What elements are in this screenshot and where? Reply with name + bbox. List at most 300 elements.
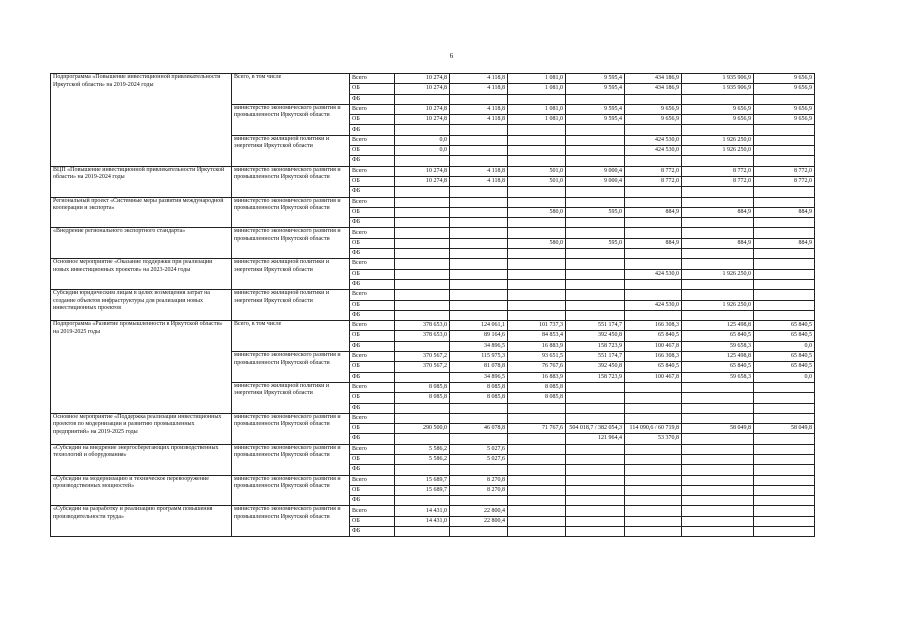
value-cell: 1 081,0 [508, 74, 566, 84]
value-cell: 34 896,5 [450, 341, 508, 351]
value-cell [682, 187, 754, 197]
value-cell: 8 085,8 [508, 393, 566, 403]
value-cell [754, 310, 815, 320]
value-cell [754, 496, 815, 506]
funding-source-cell: Всего [350, 197, 395, 207]
value-cell: 58 049,8 [754, 424, 815, 434]
funding-source-cell: ФБ [350, 94, 395, 104]
value-cell [682, 454, 754, 464]
value-cell [395, 197, 450, 207]
value-cell: 5 586,2 [395, 444, 450, 454]
value-cell: 158 723,9 [566, 372, 625, 382]
value-cell [682, 290, 754, 300]
value-cell [450, 403, 508, 413]
value-cell: 115 975,3 [450, 352, 508, 362]
value-cell: 370 567,2 [395, 352, 450, 362]
value-cell: 121 964,4 [566, 434, 625, 444]
value-cell [754, 187, 815, 197]
value-cell: 10 274,8 [395, 104, 450, 114]
value-cell [682, 382, 754, 392]
value-cell [754, 527, 815, 537]
value-cell [682, 249, 754, 259]
value-cell [508, 444, 566, 454]
value-cell: 4 118,8 [450, 84, 508, 94]
value-cell [682, 218, 754, 228]
executor-cell: Всего, в том числе [232, 74, 350, 105]
value-cell: 290 500,0 [395, 424, 450, 434]
value-cell [682, 465, 754, 475]
value-cell: 65 840,5 [625, 362, 682, 372]
value-cell [682, 94, 754, 104]
value-cell [682, 310, 754, 320]
funding-source-cell: ОБ [350, 146, 395, 156]
funding-source-cell: ОБ [350, 269, 395, 279]
table-row [51, 444, 815, 454]
value-cell: 71 767,6 [508, 424, 566, 434]
value-cell [395, 94, 450, 104]
value-cell: 100 467,8 [625, 341, 682, 351]
value-cell: 378 653,0 [395, 321, 450, 331]
value-cell [754, 465, 815, 475]
value-cell [566, 187, 625, 197]
value-cell [450, 125, 508, 135]
executor-cell: министерство жилищной политики и энергетики Иркутской области [232, 382, 350, 413]
value-cell: 16 883,9 [508, 372, 566, 382]
program-name-cell: «Субсидии на разработку и реализацию программ повышения производительности труда» [51, 506, 232, 537]
program-name-cell: Подпрограмма «Развитие промышленности в Иркутской области» на 2019-2025 годы [51, 321, 232, 414]
value-cell [450, 228, 508, 238]
value-cell [508, 249, 566, 259]
value-cell [395, 496, 450, 506]
value-cell [625, 125, 682, 135]
value-cell: 392 450,8 [566, 362, 625, 372]
value-cell: 5 027,6 [450, 454, 508, 464]
value-cell: 1 935 906,9 [682, 84, 754, 94]
value-cell: 501,0 [508, 176, 566, 186]
value-cell [395, 207, 450, 217]
funding-source-cell: ОБ [350, 424, 395, 434]
value-cell [682, 496, 754, 506]
executor-cell: министерство экономического развития и промышленности Иркутской области [232, 413, 350, 444]
value-cell [508, 228, 566, 238]
value-cell [754, 156, 815, 166]
executor-cell: Всего, в том числе [232, 321, 350, 352]
value-cell [754, 279, 815, 289]
value-cell [682, 279, 754, 289]
value-cell: 0,0 [754, 372, 815, 382]
value-cell [625, 516, 682, 526]
value-cell: 1 081,0 [508, 115, 566, 125]
executor-cell: министерство экономического развития и промышленности Иркутской области [232, 444, 350, 475]
funding-source-cell: ОБ [350, 516, 395, 526]
funding-source-cell: ФБ [350, 187, 395, 197]
executor-cell: министерство экономического развития и промышленности Иркутской области [232, 166, 350, 197]
funding-source-cell: ОБ [350, 300, 395, 310]
value-cell [566, 454, 625, 464]
value-cell [450, 187, 508, 197]
funding-source-cell: ФБ [350, 434, 395, 444]
value-cell: 0,0 [754, 341, 815, 351]
value-cell [508, 290, 566, 300]
value-cell [508, 310, 566, 320]
value-cell [450, 413, 508, 423]
value-cell [450, 300, 508, 310]
value-cell: 76 767,6 [508, 362, 566, 372]
value-cell [754, 259, 815, 269]
value-cell [682, 516, 754, 526]
value-cell: 125 498,8 [682, 352, 754, 362]
value-cell [508, 403, 566, 413]
value-cell: 9 656,9 [754, 84, 815, 94]
value-cell [395, 310, 450, 320]
value-cell [508, 527, 566, 537]
value-cell [625, 94, 682, 104]
value-cell [566, 228, 625, 238]
value-cell [754, 506, 815, 516]
value-cell: 9 656,9 [682, 104, 754, 114]
executor-cell: министерство экономического развития и промышленности Иркутской области [232, 506, 350, 537]
value-cell [566, 496, 625, 506]
value-cell [450, 310, 508, 320]
value-cell [395, 249, 450, 259]
value-cell [450, 269, 508, 279]
value-cell: 65 840,5 [682, 362, 754, 372]
value-cell [508, 218, 566, 228]
value-cell: 14 431,0 [395, 516, 450, 526]
value-cell: 8 085,8 [450, 393, 508, 403]
value-cell: 8 270,8 [450, 475, 508, 485]
value-cell: 884,9 [625, 207, 682, 217]
value-cell: 158 723,9 [566, 341, 625, 351]
value-cell [395, 279, 450, 289]
value-cell: 59 658,3 [682, 341, 754, 351]
value-cell: 392 450,8 [566, 331, 625, 341]
value-cell: 124 061,1 [450, 321, 508, 331]
funding-source-cell: ФБ [350, 279, 395, 289]
funding-source-cell: Всего [350, 321, 395, 331]
value-cell: 580,0 [508, 238, 566, 248]
value-cell [395, 259, 450, 269]
value-cell [625, 249, 682, 259]
value-cell: 10 274,8 [395, 74, 450, 84]
value-cell [508, 197, 566, 207]
funding-source-cell: ФБ [350, 156, 395, 166]
funding-source-cell: ФБ [350, 310, 395, 320]
value-cell [754, 228, 815, 238]
value-cell: 166 308,3 [625, 352, 682, 362]
funding-source-cell: Всего [350, 228, 395, 238]
value-cell: 15 689,7 [395, 485, 450, 495]
table-row [51, 321, 815, 331]
table-row [51, 475, 815, 485]
value-cell [754, 135, 815, 145]
table-row [51, 166, 815, 176]
funding-source-cell: ОБ [350, 393, 395, 403]
value-cell: 65 840,5 [682, 331, 754, 341]
value-cell: 4 118,8 [450, 74, 508, 84]
value-cell: 9 656,9 [682, 115, 754, 125]
program-name-cell: Основное мероприятие «Оказание поддержки при реализации новых инвестиционных проектов» на 2023-2024 годы [51, 259, 232, 290]
value-cell: 8 772,0 [625, 176, 682, 186]
value-cell [508, 434, 566, 444]
executor-cell: министерство экономического развития и промышленности Иркутской области [232, 352, 350, 383]
value-cell [566, 218, 625, 228]
value-cell [450, 434, 508, 444]
value-cell [566, 300, 625, 310]
executor-cell: министерство жилищной политики и энергетики Иркутской области [232, 135, 350, 166]
value-cell [682, 444, 754, 454]
value-cell [566, 465, 625, 475]
value-cell: 424 530,0 [625, 146, 682, 156]
value-cell [395, 125, 450, 135]
value-cell [566, 279, 625, 289]
value-cell [754, 454, 815, 464]
value-cell [508, 279, 566, 289]
value-cell [395, 300, 450, 310]
value-cell [754, 125, 815, 135]
value-cell [625, 259, 682, 269]
funding-source-cell: Всего [350, 135, 395, 145]
value-cell [395, 434, 450, 444]
value-cell [566, 516, 625, 526]
value-cell [682, 485, 754, 495]
funding-source-cell: Всего [350, 413, 395, 423]
funding-source-cell: ФБ [350, 465, 395, 475]
value-cell [625, 496, 682, 506]
value-cell: 884,9 [625, 238, 682, 248]
value-cell [754, 249, 815, 259]
value-cell: 0,0 [395, 146, 450, 156]
value-cell [508, 269, 566, 279]
value-cell [625, 444, 682, 454]
value-cell [450, 249, 508, 259]
value-cell: 4 118,8 [450, 176, 508, 186]
value-cell [450, 279, 508, 289]
value-cell: 4 118,8 [450, 115, 508, 125]
value-cell: 8 270,8 [450, 485, 508, 495]
value-cell [754, 94, 815, 104]
funding-source-cell: Всего [350, 506, 395, 516]
value-cell [508, 187, 566, 197]
value-cell: 65 840,5 [754, 352, 815, 362]
value-cell [754, 300, 815, 310]
value-cell: 9 595,4 [566, 74, 625, 84]
executor-cell: министерство жилищной политики и энергетики Иркутской области [232, 259, 350, 290]
funding-source-cell: Всего [350, 166, 395, 176]
value-cell: 434 186,9 [625, 74, 682, 84]
funding-source-cell: ФБ [350, 249, 395, 259]
value-cell [682, 125, 754, 135]
value-cell: 65 840,5 [625, 331, 682, 341]
value-cell [450, 94, 508, 104]
page-number: 6 [449, 52, 454, 60]
value-cell [754, 218, 815, 228]
value-cell [450, 238, 508, 248]
value-cell [508, 496, 566, 506]
value-cell [450, 259, 508, 269]
value-cell: 65 840,5 [754, 331, 815, 341]
funding-source-cell: ОБ [350, 207, 395, 217]
value-cell: 10 274,8 [395, 176, 450, 186]
value-cell: 10 274,8 [395, 115, 450, 125]
funding-source-cell: Всего [350, 104, 395, 114]
funding-source-cell: ФБ [350, 496, 395, 506]
value-cell [625, 454, 682, 464]
value-cell [395, 290, 450, 300]
value-cell: 65 840,5 [754, 321, 815, 331]
value-cell [754, 434, 815, 444]
value-cell: 884,9 [682, 238, 754, 248]
program-name-cell: ВЦП «Повышение инвестиционной привлекательности Иркутской области» на 2019-2024 годы [51, 166, 232, 197]
value-cell [395, 218, 450, 228]
value-cell [754, 444, 815, 454]
value-cell [625, 506, 682, 516]
program-name-cell: Субсидии юридическим лицам в целях возмещения затрат на создание объектов инфраструктуры для реализации новых инвестиционных проектов [51, 290, 232, 321]
value-cell: 551 174,7 [566, 321, 625, 331]
value-cell [754, 197, 815, 207]
value-cell [625, 527, 682, 537]
funding-source-cell: ФБ [350, 403, 395, 413]
value-cell [625, 413, 682, 423]
value-cell: 10 274,8 [395, 166, 450, 176]
value-cell [395, 187, 450, 197]
program-name-cell: Подпрограмма «Повышение инвестиционной привлекательности Иркутской области» на 2019-2024 годы [51, 74, 232, 167]
value-cell: 5 027,6 [450, 444, 508, 454]
value-cell [508, 465, 566, 475]
value-cell: 5 586,2 [395, 454, 450, 464]
value-cell [508, 300, 566, 310]
value-cell [450, 146, 508, 156]
funding-source-cell: ОБ [350, 238, 395, 248]
value-cell: 8 772,0 [754, 166, 815, 176]
value-cell: 101 737,3 [508, 321, 566, 331]
funding-source-cell: Всего [350, 259, 395, 269]
value-cell [508, 516, 566, 526]
value-cell: 125 498,8 [682, 321, 754, 331]
value-cell [508, 125, 566, 135]
table-row [51, 228, 815, 238]
value-cell [395, 269, 450, 279]
value-cell [682, 228, 754, 238]
value-cell [754, 485, 815, 495]
value-cell [682, 156, 754, 166]
value-cell [754, 146, 815, 156]
value-cell [566, 125, 625, 135]
value-cell [395, 403, 450, 413]
funding-source-cell: ФБ [350, 527, 395, 537]
value-cell: 34 896,5 [450, 372, 508, 382]
value-cell [395, 527, 450, 537]
value-cell: 1 926 250,0 [682, 146, 754, 156]
value-cell [625, 403, 682, 413]
funding-source-cell: Всего [350, 352, 395, 362]
value-cell: 504 018,7 / 382 054,3 [566, 424, 625, 434]
value-cell: 59 658,3 [682, 372, 754, 382]
value-cell: 378 653,0 [395, 331, 450, 341]
value-cell [395, 341, 450, 351]
program-name-cell: «Внедрение регионального экспортного стандарта» [51, 228, 232, 259]
value-cell: 16 883,9 [508, 341, 566, 351]
value-cell: 370 567,2 [395, 362, 450, 372]
value-cell: 1 926 250,0 [682, 135, 754, 145]
value-cell [450, 290, 508, 300]
funding-source-cell: ОБ [350, 362, 395, 372]
executor-cell: министерство экономического развития и промышленности Иркутской области [232, 475, 350, 506]
value-cell [395, 372, 450, 382]
value-cell: 9 595,4 [566, 104, 625, 114]
funding-source-cell: Всего [350, 382, 395, 392]
value-cell: 8 085,8 [508, 382, 566, 392]
table-row [51, 197, 815, 207]
funding-source-cell: ФБ [350, 372, 395, 382]
value-cell [566, 94, 625, 104]
funding-source-cell: ОБ [350, 485, 395, 495]
value-cell [754, 269, 815, 279]
value-cell: 8 772,0 [682, 176, 754, 186]
value-cell [450, 197, 508, 207]
value-cell: 4 118,8 [450, 104, 508, 114]
value-cell [682, 527, 754, 537]
value-cell: 100 467,8 [625, 372, 682, 382]
value-cell [754, 382, 815, 392]
value-cell [625, 197, 682, 207]
value-cell: 84 853,4 [508, 331, 566, 341]
value-cell [625, 475, 682, 485]
value-cell [625, 279, 682, 289]
value-cell [754, 403, 815, 413]
value-cell [682, 197, 754, 207]
value-cell [450, 218, 508, 228]
value-cell [682, 413, 754, 423]
value-cell: 884,9 [754, 207, 815, 217]
value-cell: 9 656,9 [754, 115, 815, 125]
value-cell: 65 840,5 [754, 362, 815, 372]
value-cell [566, 135, 625, 145]
value-cell [682, 475, 754, 485]
value-cell [450, 527, 508, 537]
value-cell [754, 290, 815, 300]
value-cell: 4 118,8 [450, 166, 508, 176]
value-cell [566, 259, 625, 269]
value-cell: 551 174,7 [566, 352, 625, 362]
executor-cell: министерство экономического развития и промышленности Иркутской области [232, 197, 350, 228]
value-cell [625, 228, 682, 238]
funding-source-cell: ФБ [350, 341, 395, 351]
value-cell: 58 049,8 [682, 424, 754, 434]
value-cell [625, 156, 682, 166]
value-cell [625, 382, 682, 392]
value-cell: 9 656,9 [754, 104, 815, 114]
value-cell [566, 403, 625, 413]
value-cell: 53 370,8 [625, 434, 682, 444]
value-cell [682, 506, 754, 516]
value-cell: 9 656,9 [625, 104, 682, 114]
value-cell [566, 393, 625, 403]
value-cell: 1 081,0 [508, 84, 566, 94]
value-cell [625, 187, 682, 197]
value-cell [682, 403, 754, 413]
value-cell: 1 926 250,0 [682, 300, 754, 310]
value-cell [450, 156, 508, 166]
value-cell [566, 156, 625, 166]
value-cell [450, 496, 508, 506]
table-row [51, 74, 815, 84]
value-cell: 501,0 [508, 166, 566, 176]
value-cell: 8 085,8 [395, 393, 450, 403]
value-cell: 595,0 [566, 238, 625, 248]
value-cell [566, 197, 625, 207]
value-cell [450, 135, 508, 145]
